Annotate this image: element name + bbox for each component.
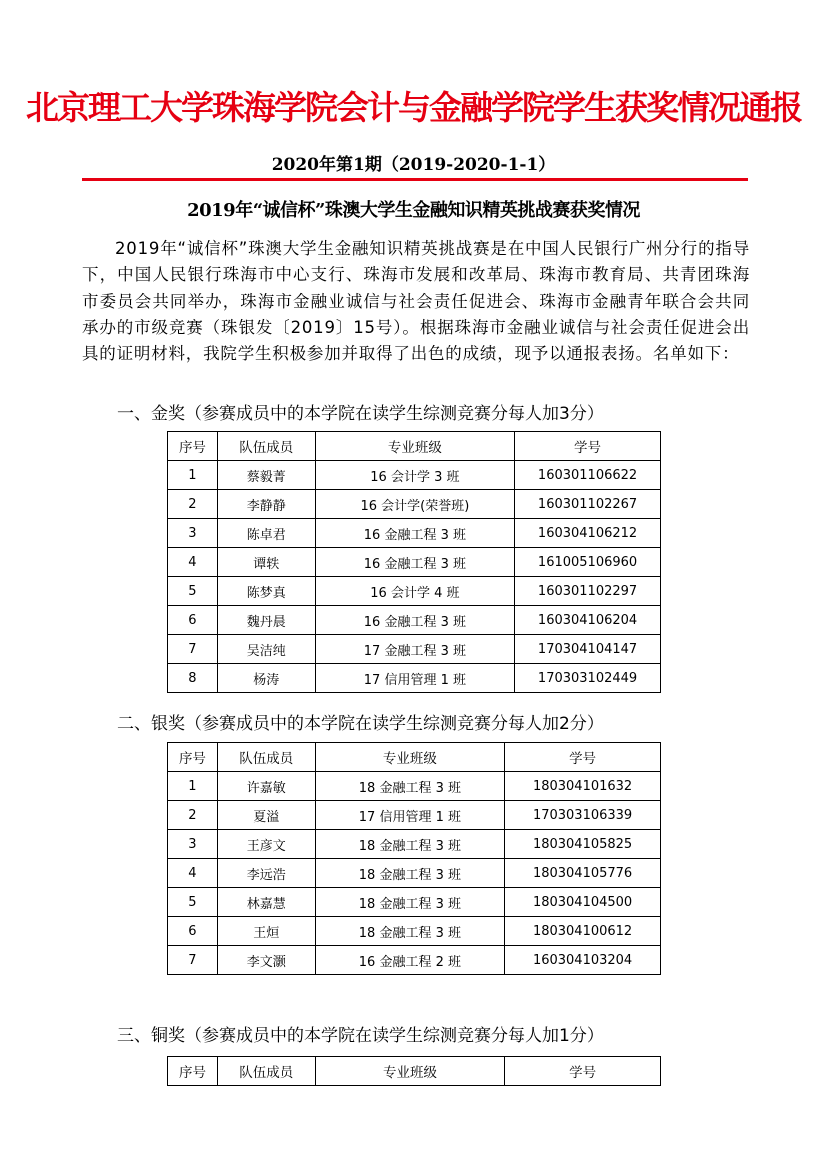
cell-name: 李静静	[217, 490, 315, 519]
cell-no: 3	[168, 830, 218, 859]
cell-id: 160304103204	[505, 946, 661, 975]
cell-no: 1	[168, 772, 218, 801]
table-row	[168, 461, 661, 490]
cell-name: 陈卓君	[217, 519, 315, 548]
cell-name: 蔡毅菁	[217, 461, 315, 490]
cell-id: 170303106339	[505, 801, 661, 830]
cell-no: 4	[168, 859, 218, 888]
cell-name: 李文灏	[217, 946, 315, 975]
silver-award-table	[167, 742, 661, 975]
cell-no: 5	[168, 888, 218, 917]
table-row	[168, 606, 661, 635]
cell-id: 170303102449	[515, 664, 661, 693]
cell-id: 180304100612	[505, 917, 661, 946]
cell-class: 16 会计学 4 班	[315, 577, 514, 606]
cell-class: 18 金融工程 3 班	[315, 888, 505, 917]
cell-class: 16 金融工程 3 班	[315, 606, 514, 635]
cell-class: 17 信用管理 1 班	[315, 801, 505, 830]
cell-name: 夏溢	[217, 801, 315, 830]
cell-no: 2	[168, 801, 218, 830]
cell-no: 3	[168, 519, 218, 548]
cell-name: 李远浩	[217, 859, 315, 888]
header-members: 队伍成员	[217, 1057, 315, 1086]
header-id: 学号	[505, 743, 661, 772]
cell-name: 魏丹晨	[217, 606, 315, 635]
cell-name: 许嘉敏	[217, 772, 315, 801]
cell-class: 17 金融工程 3 班	[315, 635, 514, 664]
report-subtitle: 2019年“诚信杯”珠澳大学生金融知识精英挑战赛获奖情况	[187, 200, 640, 221]
cell-no: 2	[168, 490, 218, 519]
table-row	[168, 917, 661, 946]
cell-name: 王烜	[217, 917, 315, 946]
header-no: 序号	[168, 1057, 218, 1086]
header-no: 序号	[168, 432, 218, 461]
cell-id: 160301102297	[515, 577, 661, 606]
issue-number: 2020年第1期（2019-2020-1-1）	[271, 155, 556, 175]
header-id: 学号	[505, 1057, 661, 1086]
cell-id: 180304104500	[505, 888, 661, 917]
table-row	[168, 664, 661, 693]
header-id: 学号	[515, 432, 661, 461]
cell-class: 18 金融工程 3 班	[315, 859, 505, 888]
cell-id: 161005106960	[515, 548, 661, 577]
table-row	[168, 830, 661, 859]
cell-no: 6	[168, 606, 218, 635]
bronze-award-table	[167, 1056, 661, 1086]
table-row	[168, 859, 661, 888]
cell-class: 18 金融工程 3 班	[315, 830, 505, 859]
gold-award-heading: 一、金奖（参赛成员中的本学院在读学生综测竞赛分每人加3分）	[117, 404, 604, 424]
cell-class: 16 会计学(荣誉班)	[315, 490, 514, 519]
cell-id: 180304105825	[505, 830, 661, 859]
cell-name: 陈梦真	[217, 577, 315, 606]
cell-id: 160304106204	[515, 606, 661, 635]
cell-id: 160304106212	[515, 519, 661, 548]
header-members: 队伍成员	[217, 432, 315, 461]
cell-name: 杨涛	[217, 664, 315, 693]
table-header-row	[168, 1057, 661, 1086]
table-row	[168, 772, 661, 801]
header-no: 序号	[168, 743, 218, 772]
cell-no: 4	[168, 548, 218, 577]
header-divider	[82, 178, 748, 181]
cell-id: 180304105776	[505, 859, 661, 888]
cell-class: 17 信用管理 1 班	[315, 664, 514, 693]
cell-no: 6	[168, 917, 218, 946]
cell-no: 7	[168, 946, 218, 975]
cell-no: 1	[168, 461, 218, 490]
table-header-row	[168, 743, 661, 772]
table-header-row	[168, 432, 661, 461]
table-row	[168, 888, 661, 917]
table-row	[168, 490, 661, 519]
cell-name: 林嘉慧	[217, 888, 315, 917]
cell-id: 160301106622	[515, 461, 661, 490]
header-class: 专业班级	[315, 743, 505, 772]
report-title: 北京理工大学珠海学院会计与金融学院学生获奖情况通报	[26, 88, 801, 127]
table-row	[168, 548, 661, 577]
table-row	[168, 519, 661, 548]
table-row	[168, 577, 661, 606]
cell-no: 8	[168, 664, 218, 693]
cell-id: 180304101632	[505, 772, 661, 801]
table-row	[168, 946, 661, 975]
cell-no: 7	[168, 635, 218, 664]
cell-class: 18 金融工程 3 班	[315, 772, 505, 801]
intro-paragraph: 2019年“诚信杯”珠澳大学生金融知识精英挑战赛是在中国人民银行广州分行的指导下，中国人民银行珠海市中心支行、珠海市发展和改革局、珠海市教育局、共青团珠海市委员会共同举办，珠海市金融业诚信与社会责任促进会、珠海市金融青年联合会共同承办的市级竞赛（珠银发〔2019〕15号）。根据珠海市金融业诚信与社会责任促进会出具的证明材料，我院学生积极参加并取得了出色的成绩，现予以通报表扬。名单如下：	[82, 239, 750, 364]
table-row	[168, 801, 661, 830]
cell-class: 16 金融工程 3 班	[315, 519, 514, 548]
cell-class: 16 金融工程 2 班	[315, 946, 505, 975]
bronze-award-heading: 三、铜奖（参赛成员中的本学院在读学生综测竞赛分每人加1分）	[117, 1026, 604, 1046]
header-members: 队伍成员	[217, 743, 315, 772]
cell-class: 16 会计学 3 班	[315, 461, 514, 490]
header-class: 专业班级	[315, 1057, 505, 1086]
table-row	[168, 635, 661, 664]
silver-award-heading: 二、银奖（参赛成员中的本学院在读学生综测竞赛分每人加2分）	[117, 714, 604, 734]
cell-class: 16 金融工程 3 班	[315, 548, 514, 577]
cell-id: 170304104147	[515, 635, 661, 664]
gold-award-table	[167, 431, 661, 693]
cell-no: 5	[168, 577, 218, 606]
cell-id: 160301102267	[515, 490, 661, 519]
cell-class: 18 金融工程 3 班	[315, 917, 505, 946]
cell-name: 谭轶	[217, 548, 315, 577]
cell-name: 王彦文	[217, 830, 315, 859]
header-class: 专业班级	[315, 432, 514, 461]
cell-name: 吴洁纯	[217, 635, 315, 664]
